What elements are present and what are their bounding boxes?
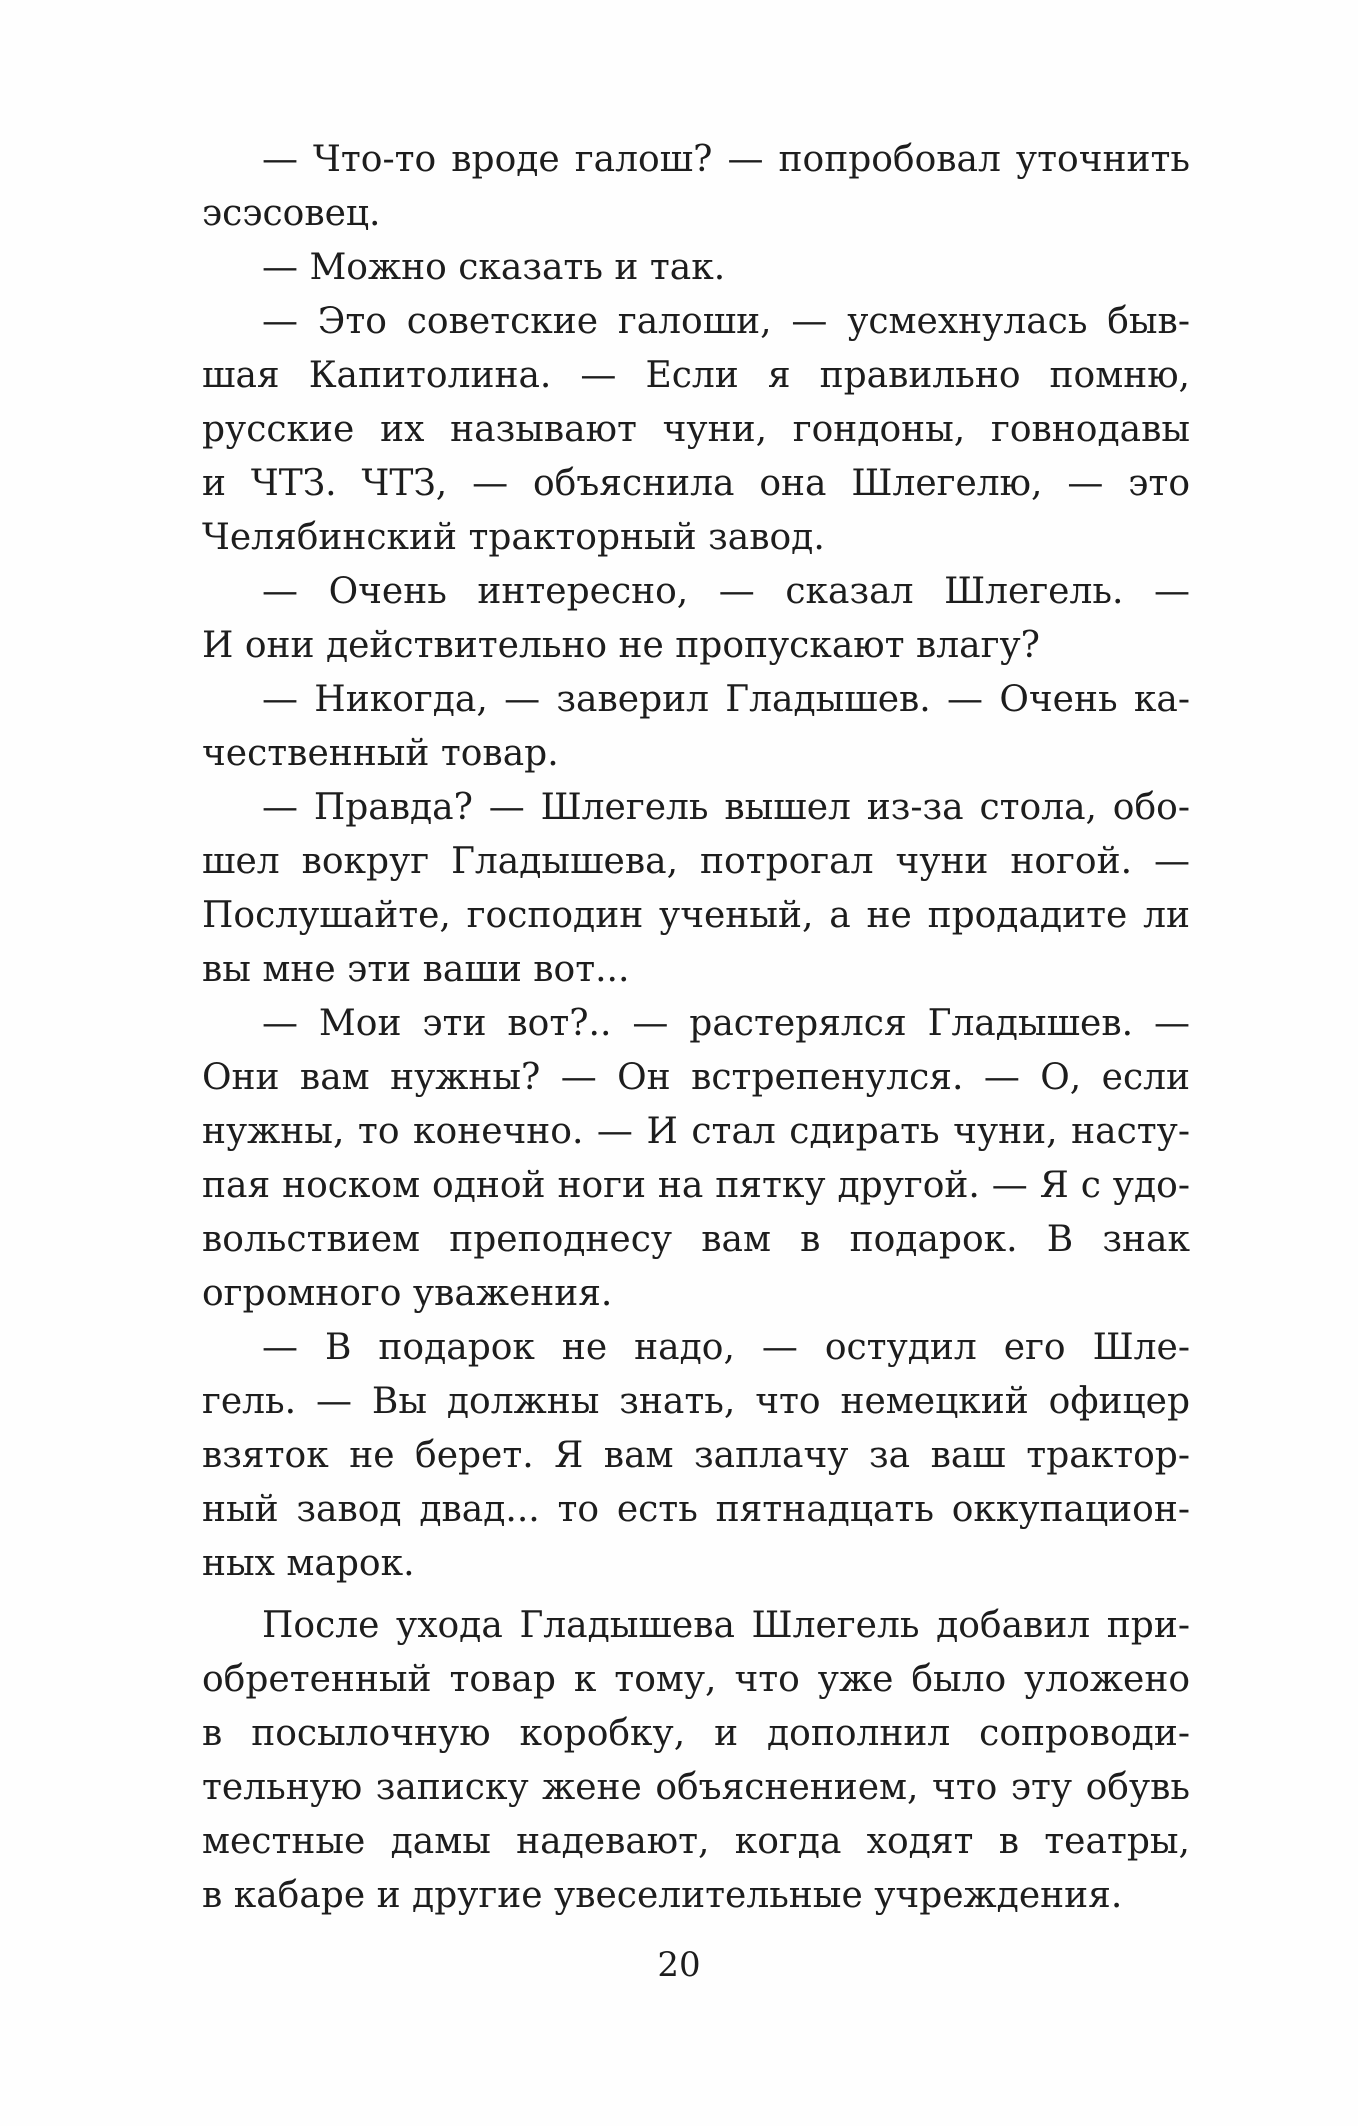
text-line: местные дамы надевают, когда ходят в театры, xyxy=(202,1821,1190,1862)
dialogue-paragraph xyxy=(202,1321,1190,1591)
text-line: — Что-то вроде галош? — попробовал уточнить xyxy=(262,139,1190,180)
body-text xyxy=(202,133,1190,1923)
text-line: русские их называют чуни, гондоны, говнодавы xyxy=(202,409,1190,450)
text-line: — Никогда, — заверил Гладышев. — Очень ка- xyxy=(262,679,1190,720)
text-line: После ухода Гладышева Шлегель добавил при- xyxy=(262,1605,1190,1646)
text-line: — Правда? — Шлегель вышел из-за стола, обо- xyxy=(262,787,1190,828)
narration-paragraph xyxy=(202,1599,1190,1923)
text-line: вы мне эти ваши вот... xyxy=(202,949,630,990)
text-line: пая носком одной ноги на пятку другой. — Я с удо- xyxy=(202,1165,1190,1206)
text-line: обретенный товар к тому, что уже было уложено xyxy=(202,1659,1190,1700)
text-line: взяток не берет. Я вам заплачу за ваш трактор- xyxy=(202,1435,1190,1476)
dialogue-paragraph xyxy=(202,241,1190,295)
text-line: ный завод двад... то есть пятнадцать оккупацион- xyxy=(202,1489,1190,1530)
text-line: — Очень интересно, — сказал Шлегель. — xyxy=(262,571,1190,612)
text-line: и ЧТЗ. ЧТЗ, — объяснила она Шлегелю, — это xyxy=(202,463,1190,504)
text-line: Они вам нужны? — Он встрепенулся. — О, если xyxy=(202,1057,1190,1098)
dialogue-paragraph xyxy=(202,997,1190,1321)
dialogue-paragraph xyxy=(202,133,1190,241)
page-number: 20 xyxy=(657,1945,701,1985)
text-line: в кабаре и другие увеселительные учреждения. xyxy=(202,1875,1123,1916)
dialogue-paragraph xyxy=(202,781,1190,997)
text-line: эсэсовец. xyxy=(202,193,381,234)
dialogue-paragraph xyxy=(202,673,1190,781)
text-line: нужны, то конечно. — И стал сдирать чуни, насту- xyxy=(202,1111,1190,1152)
text-line: ных марок. xyxy=(202,1543,415,1584)
text-line: гель. — Вы должны знать, что немецкий офицер xyxy=(202,1381,1190,1422)
text-line: — Это советские галоши, — усмехнулась быв- xyxy=(262,301,1190,342)
text-line: Послушайте, господин ученый, а не продадите ли xyxy=(202,895,1190,936)
text-line: — В подарок не надо, — остудил его Шле- xyxy=(262,1327,1190,1368)
text-line: чественный товар. xyxy=(202,733,559,774)
text-line: тельную записку жене объяснением, что эту обувь xyxy=(202,1767,1190,1808)
dialogue-paragraph xyxy=(202,295,1190,565)
text-line: Челябинский тракторный завод. xyxy=(202,517,825,558)
text-line: в посылочную коробку, и дополнил сопроводи- xyxy=(202,1713,1190,1754)
text-line: вольствием преподнесу вам в подарок. В знак xyxy=(202,1219,1190,1260)
text-line: шел вокруг Гладышева, потрогал чуни ногой. — xyxy=(202,841,1190,882)
text-line: И они действительно не пропускают влагу? xyxy=(202,625,1040,666)
text-line: шая Капитолина. — Если я правильно помню, xyxy=(202,355,1190,396)
text-line: — Мои эти вот?.. — растерялся Гладышев. — xyxy=(262,1003,1190,1044)
dialogue-paragraph xyxy=(202,565,1190,673)
text-line: огромного уважения. xyxy=(202,1273,613,1314)
text-line: — Можно сказать и так. xyxy=(262,247,726,288)
